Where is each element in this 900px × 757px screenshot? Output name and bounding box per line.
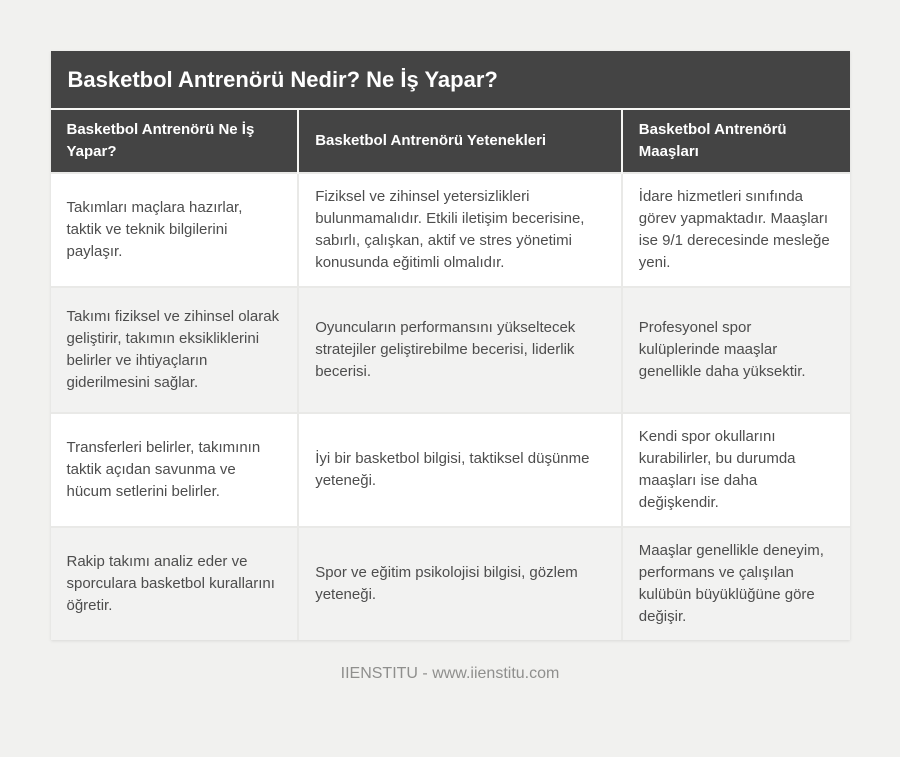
table-cell: Rakip takımı analiz eder ve sporculara basketbol kurallarını öğretir. xyxy=(51,527,299,640)
title-bar xyxy=(51,51,850,108)
page-title: Basketbol Antrenörü Nedir? Ne İş Yapar? xyxy=(67,67,498,92)
table-cell: Spor ve eğitim psikolojisi bilgisi, gözlem yeteneği. xyxy=(298,527,622,640)
column-header-maaslari: Basketbol Antrenörü Maaşları xyxy=(622,109,850,173)
table-row xyxy=(51,527,850,640)
column-header-ne-is-yapar: Basketbol Antrenörü Ne İş Yapar? xyxy=(51,109,299,173)
column-header-yetenekleri: Basketbol Antrenörü Yetenekleri xyxy=(298,109,622,173)
footer xyxy=(0,664,900,684)
table-row xyxy=(51,287,850,413)
table-cell: İdare hizmetleri sınıfında görev yapmaktadır. Maaşları ise 9/1 derecesinde mesleğe yeni. xyxy=(622,173,850,287)
table-cell: Oyuncuların performansını yükseltecek stratejiler geliştirebilme becerisi, liderlik becerisi. xyxy=(298,287,622,413)
table-cell: İyi bir basketbol bilgisi, taktiksel düşünme yeteneği. xyxy=(298,413,622,527)
header-row xyxy=(51,109,850,173)
info-table xyxy=(51,108,850,640)
table-cell: Takımı fiziksel ve zihinsel olarak geliştirir, takımın eksikliklerini belirler ve ihtiyaçların giderilmesini sağlar. xyxy=(51,287,299,413)
page xyxy=(0,51,900,757)
table-cell: Kendi spor okullarını kurabilirler, bu durumda maaşları ise daha değişkendir. xyxy=(622,413,850,527)
table-cell: Maaşlar genellikle deneyim, performans ve çalışılan kulübün büyüklüğüne göre değişir. xyxy=(622,527,850,640)
infographic-card xyxy=(51,51,850,640)
table-row xyxy=(51,173,850,287)
table-cell: Fiziksel ve zihinsel yetersizlikleri bulunmamalıdır. Etkili iletişim becerisine, sabırlı, çalışkan, aktif ve stres yönetimi konusunda eğitimli olmalıdır. xyxy=(298,173,622,287)
table-cell: Transferleri belirler, takımının taktik açıdan savunma ve hücum setlerini belirler. xyxy=(51,413,299,527)
table-cell: Takımları maçlara hazırlar, taktik ve teknik bilgilerini paylaşır. xyxy=(51,173,299,287)
table-cell: Profesyonel spor kulüplerinde maaşlar genellikle daha yüksektir. xyxy=(622,287,850,413)
footer-credit: IIENSTITU - www.iienstitu.com xyxy=(340,665,560,682)
table-row xyxy=(51,413,850,527)
